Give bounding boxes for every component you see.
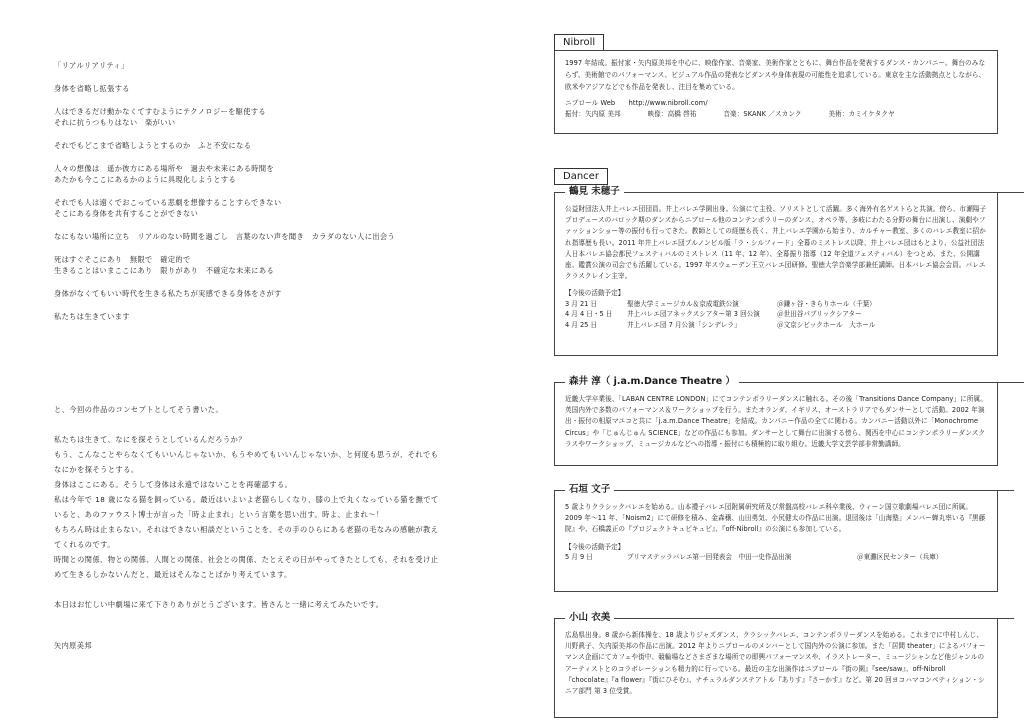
- essay-block: [54, 402, 494, 612]
- essay-line: めて生きるしかないんだと、最近はそんなことばかり考えています。: [54, 570, 292, 579]
- signature: 矢内原美邦: [54, 641, 92, 650]
- nibroll-web-label: ニブロール Web: [565, 99, 616, 107]
- poem-line: あたかも今ここにあるかのように具現化しようとする: [54, 175, 237, 184]
- poem-line: 私たちは生きています: [54, 312, 130, 321]
- essay-line: と、今回の作品のコンセプトとしてそう書いた。: [54, 405, 224, 414]
- nibroll-credits: 振付：矢内原 美邦 映像：高橋 啓祐 音楽：SKANK ／スカンク 美術：カミイケタクヤ: [565, 110, 895, 119]
- poem-line: 生きることはいまここにあり 限りがあり 不確定な未来にある: [54, 266, 275, 275]
- dancer-name: 鶴見 未穂子: [565, 185, 624, 199]
- poem-line: それでもどこまで省略しようとするのか ふと不安になる: [54, 141, 252, 150]
- essay-line: 時間との関係、物との関係、人間との関係、社会との関係、たとえその日がやってきたとしても、それを受け止: [54, 555, 439, 564]
- poem-line: 人々の想像は 遥か彼方にある場所や 過去や未来にある時間を: [54, 164, 275, 173]
- nibroll-web-url[interactable]: http://www.nibroll.com/: [628, 99, 708, 107]
- nibroll-description: 1997 年結成。振付家・矢内原美邦を中心に、映像作家、音楽家、美術作家とともに、舞台作品を発表するダンス・カンパニー。舞台のみならず、美術館でのパフォーマンス、ビジュアル作品の発表などダンスや身体表現の可能性を追求している。東京を主な活動拠点としながら、欧米やアジアなどでも作品を発表し、注目を集めている。: [565, 59, 986, 91]
- essay-line: 身体はここにある。そうして身体は永遠ではないことを再確認する。: [54, 480, 293, 489]
- dancer-card: [554, 376, 998, 466]
- poem-line: 身体を省略し拡張する: [54, 84, 130, 93]
- schedule-row: 3 月 21 日 聖徳大学ミュージカル＆京成電鉄公演 ＠鎌ヶ谷・きらりホール（千葉）: [565, 299, 876, 308]
- schedule-row: 4 月 25 日 井上バレエ団 7 月公演「シンデレラ」 ＠文京シビックホール 大ホール: [565, 320, 876, 329]
- poem-block: [54, 50, 494, 322]
- dancer-bio: 公益財団法人井上バレエ団団員。井上バレエ学園出身。公演にて主役、ソリストとして活躍。多く海外有名ゲストらと共演。傍ら、市瀬陽子プロデュースのバロック期のダンスからニブロール他のコンテンポラリーのダンス、オペラ等、多岐にわたる分野の舞台に出演し、演劇やファッションショー等の振付も行ってきた。教師としての経歴も長く、井上バレエ学園から始まり、カルチャー教室、多くのバレエ教室に招かれ指導歴も長い。2011 年井上バレエ団ブルノンビル版「ラ・シルフィード」全幕のミストレス以降、井上バレエ団はもとより、公益社団法人日本バレエ協会都民フェスティバルのミストレス（11 年、12 年）、全幕振り指導（12 年全道フェスティバル）をつとめ、また、公開講座、鑑賞公演の司会でも活躍している。1997 年スウェーデン王立バレエ団研修。聖徳大学音楽学部兼任講師。日本バレエ協会会員。バレエクラスクレイン主宰。: [565, 205, 987, 281]
- poem-title: 「リアルリアリティ」: [54, 61, 129, 70]
- poem-line: 死はすぐそこにあり 無限で 確定的で: [54, 255, 191, 264]
- essay-line: もちろん時は止まらない。それはできない相談だということを、その手のひらにある老猫の毛なみの感触が教え: [54, 525, 439, 534]
- schedule-row: 5 月 9 日 プリマステッラバレエ第一回発表会 中田一史作品出演 ＠東灘区民センター（兵庫）: [565, 553, 943, 562]
- dancer-bio: 広島県出身。8 歳から新体操を、18 歳よりジャズダンス、クラシックバレエ、コンテンポラリーダンスを始める。これまでに中村しんじ、川野眞子、矢内原美邦の作品に出演。2012 年よりニブロールのメンバーとして国内外の公演に参加。また「居間 theater」によるパフォーマンス企画にてカフェや街中、競輪場などさまざまな場所での即興パフォーマンスや、イラストレーター、ミュージシャンなど他ジャンルのアーティストとのコラボレーションも精力的に行っている。最近の主な出演作はニブロール『街の園』『see/saw』、off-Nibroll『chocolate』『a flower』『街にひそむ』、ナチュラルダンステアトル『ありす』『さーかす』など。第 20 回ヨコハマコンペティション・シニア部門 第 3 位受賞。: [565, 631, 986, 696]
- poem-line: それでも人は遠くでおこっている悲劇を想像することすらできない: [54, 198, 282, 207]
- poem-line: それに抗うつもりはない 楽がいい: [54, 118, 176, 127]
- essay-line: 私たちは生きて、なにを探そうとしているんだろうか？: [54, 435, 247, 444]
- essay-line: [54, 582, 494, 597]
- dancer-bio: 近畿大学卒業後、「LABAN CENTRE LONDON」にてコンテンポラリーダンスに触れる。その後「Transitions Dance Company」に所属。英国内外で多数のパフォーマンス＆ワークショップを行う。またオランダ、イギリス、オーストラリアでもダンサーとして活動。2002 年演出・振付の相原マユコと共に「j.a.m.Dance Theatre」を結成。カンパニー作品の全てに関わる。カンパニー活動以外に「Monochrome Circus」や「じゅんじゅん SCIENCE」などの作品にも参加。ダンサーとして舞台に出演する傍ら、関西を中心にコンテンポラリーダンスクラスやワークショップ、ミュージカルなどへの指導・振付にも積極的に取り組む。近畿大学文芸学部非常勤講師。: [565, 395, 987, 448]
- dancer-label: Dancer: [554, 168, 608, 185]
- essay-line: なにかを探そうとする。: [54, 465, 139, 474]
- schedule-title: 【今後の活動予定】: [565, 289, 625, 298]
- essay-line: もう、こんなことやらなくてもいいんじゃないか、もうやめてもいいんじゃないか、と何度も思うが、それでも: [54, 450, 439, 459]
- dancer-card: [554, 484, 998, 592]
- essay-line: てくれるのです。: [54, 540, 115, 549]
- poem-line: 身体がなくてもいい時代を生きる私たちが実感できる身体をさがす: [54, 289, 282, 298]
- essay-line: 私は今年で 18 歳になる猫を飼っている。最近はいよいよ老猫らしくなり、膝の上で丸くなっている猫を撫でて: [54, 495, 439, 504]
- dancer-card: [554, 186, 998, 356]
- dancer-name: 石垣 文子: [565, 483, 614, 497]
- dancer-name: 小山 衣美: [565, 611, 614, 625]
- essay-line: [54, 417, 494, 432]
- nibroll-label: Nibroll: [554, 34, 604, 51]
- poem-line: 人はできるだけ動かなくてすむようにテクノロジーを駆使する: [54, 107, 267, 116]
- poem-line: そこにある身体を共有することができない: [54, 209, 199, 218]
- nibroll-box: [554, 50, 998, 134]
- dancer-bio: 5 歳よりクラシックバレエを始める。山本禮子バレエ団附属研究所及び常盤高校バレエ科卒業後、ウィーン国立歌劇場バレエ団に所属。2009 年〜11 年、「Noism2」にて研修を積み、金森穣、山田勇気、小尻健太の作品に出演。退団後は「山海塾」メンバー蝉丸率いる『黒藤院』や、石橋義正の『プロジェクトキュピキュピ』、『off-Nibroll』の公演にも参加している。: [565, 503, 986, 534]
- essay-line: いると、あのファウスト博士が言った「時よ止まれ」という言葉を思い出す。時よ、止まれ〜！: [54, 510, 384, 519]
- schedule-row: 4 月 4 日・5 日 井上バレエ団アネックスシアター第 3 回公演 ＠世田谷パブリックシアター: [565, 310, 862, 319]
- poem-line: なにもない場所に立ち リアルのない時間を過ごし 言葉のない声を聞き カラダのない人に出会う: [54, 232, 396, 241]
- schedule-title: 【今後の活動予定】: [565, 542, 625, 551]
- essay-line: 本日はお忙しい中劇場に来て下さりありがとうございます。皆さんと一緒に考えてみたいです。: [54, 600, 384, 609]
- nibroll-web: [565, 98, 987, 109]
- dancer-name: 森井 淳（ j.a.m.Dance Theatre ）: [565, 375, 739, 389]
- dancer-card: [554, 612, 998, 718]
